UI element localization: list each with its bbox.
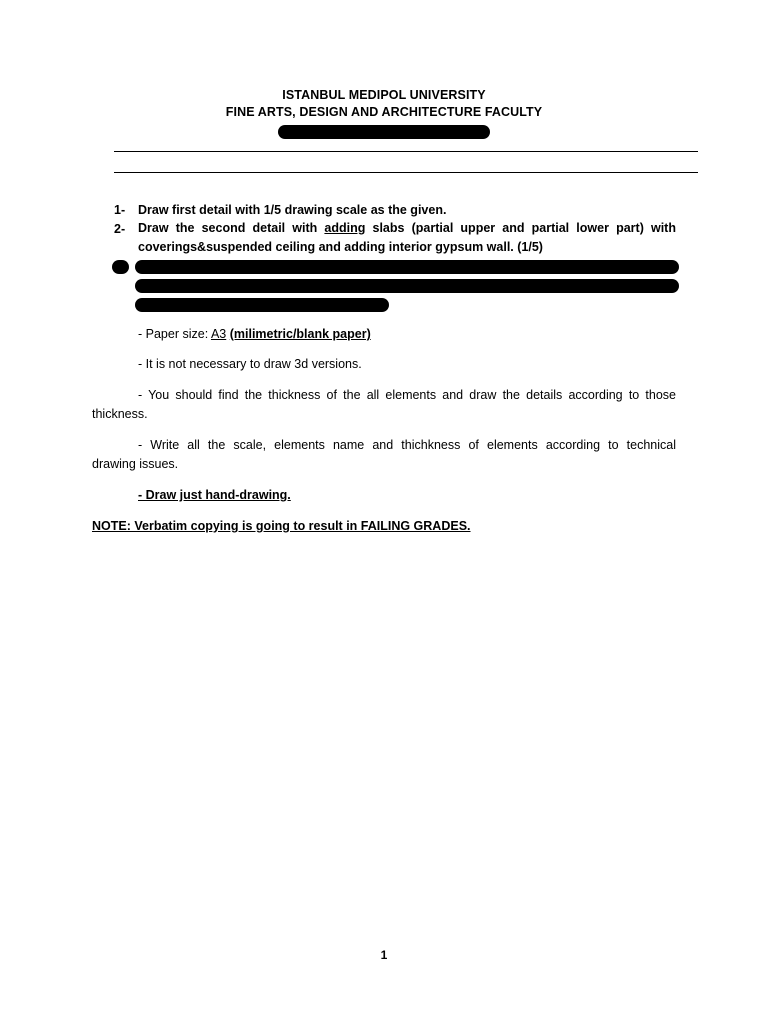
task-2-line-1-pre: Draw the second detail with bbox=[138, 221, 325, 235]
no-3d-line: - It is not necessary to draw 3d versions. bbox=[138, 357, 362, 371]
task-1-number: 1- bbox=[114, 203, 126, 217]
redacted-line-3 bbox=[135, 298, 389, 312]
task-2-number: 2- bbox=[114, 222, 126, 236]
task-1-text-span: Draw first detail with 1/5 drawing scale as the given. bbox=[138, 203, 447, 217]
header-rule-top bbox=[114, 151, 698, 152]
redacted-item-number bbox=[112, 260, 129, 274]
task-2-text bbox=[138, 219, 676, 257]
faculty-title: FINE ARTS, DESIGN AND ARCHITECTURE FACULTY bbox=[225, 105, 543, 119]
write-paragraph bbox=[92, 436, 676, 474]
paper-size-line bbox=[138, 325, 371, 344]
write-line-2: drawing issues. bbox=[92, 457, 179, 471]
thickness-line-2: thickness. bbox=[92, 407, 148, 421]
hand-drawing-line: - Draw just hand-drawing. bbox=[138, 488, 291, 502]
task-2-line-1 bbox=[138, 219, 676, 238]
redacted-line-2 bbox=[135, 279, 679, 293]
task-2-underlined-word: adding bbox=[324, 221, 366, 235]
task-1-text bbox=[138, 201, 678, 220]
page-number: 1 bbox=[380, 948, 388, 962]
redacted-course-name bbox=[278, 125, 490, 139]
paper-type-note: (milimetric/blank paper) bbox=[229, 327, 371, 341]
task-2-line-2: coverings&suspended ceiling and adding interior gypsum wall. (1/5) bbox=[138, 240, 543, 254]
write-line-1: - Write all the scale, elements name and thichkness of elements according to technical bbox=[138, 438, 676, 452]
header-rule-bottom bbox=[114, 172, 698, 173]
thickness-line-1: - You should find the thickness of the all elements and draw the details according to those bbox=[138, 388, 676, 402]
thickness-paragraph bbox=[92, 386, 676, 424]
paper-size-prefix: - Paper size: bbox=[138, 327, 211, 341]
redacted-line-1 bbox=[135, 260, 679, 274]
university-title: ISTANBUL MEDIPOL UNIVERSITY bbox=[282, 88, 486, 102]
paper-size-value: A3 bbox=[210, 327, 227, 341]
task-2-line-1-post: slabs (partial upper and partial lower part) with bbox=[365, 221, 676, 235]
note-line: NOTE: Verbatim copying is going to result in FAILING GRADES. bbox=[92, 519, 471, 533]
